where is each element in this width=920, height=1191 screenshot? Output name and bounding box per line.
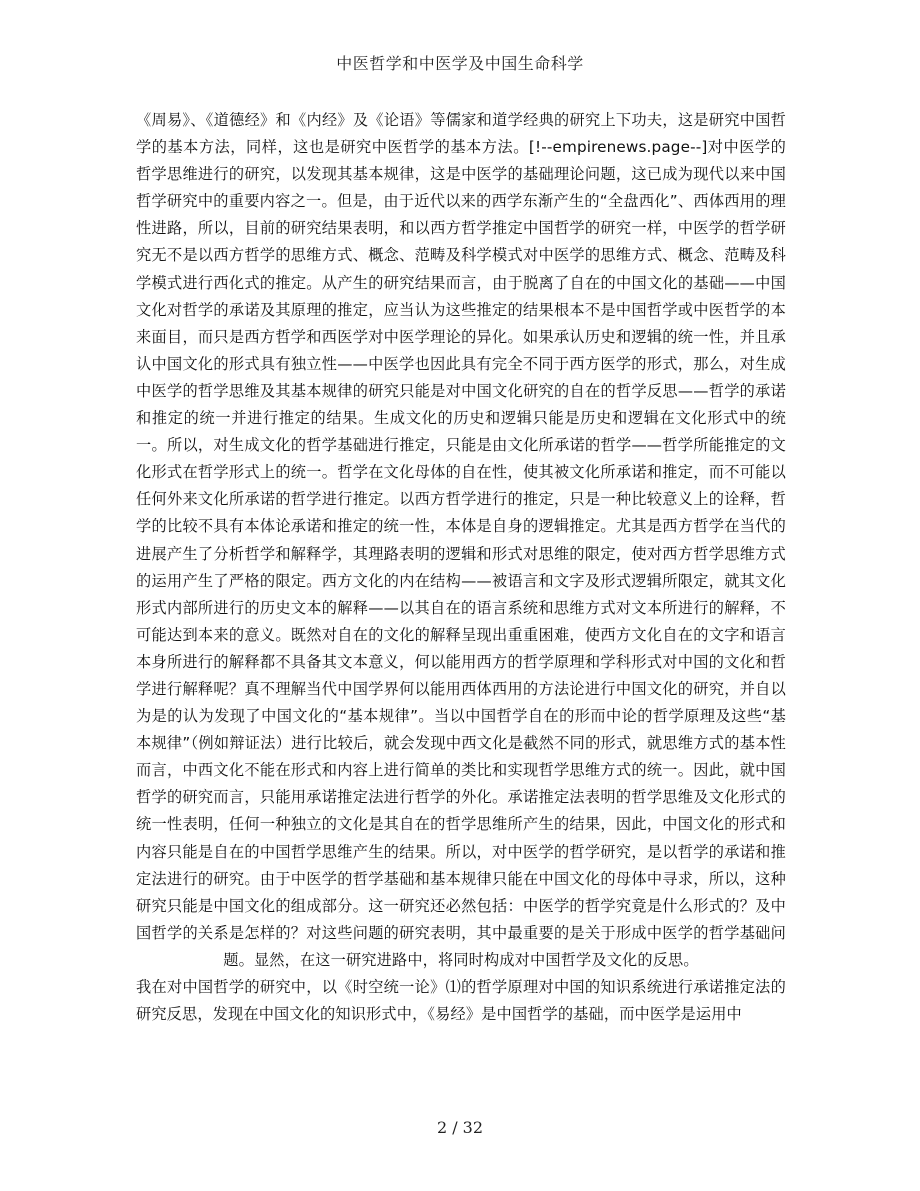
running-header: 中医哲学和中医学及中国生命科学 [336, 54, 584, 73]
paragraph: 《周易》、《道德经》和《内经》及《论语》等儒家和道学经典的研究上下功夫，这是研究中国哲学的基本方法，同样，这也是研究中医哲学的基本方法。[!--empirenews.page--]对中医学的哲学思维进行的研究，以发现其基本规律，这是中医学的基础理论问题，这已成为现代以来中国哲学研究中的重要内容之一。但是，由于近代以来的西学东渐产生的“全盘西化”、西体西用的理性进路，所以，目前的研究结果表明，和以西方哲学推定中国哲学的研究一样，中医学的哲学研究无不是以西方哲学的思维方式、概念、范畴及科学模式对中医学的思维方式、概念、范畴及科学模式进行西化式的推定。从产生的研究结果而言，由于脱离了自在的中国文化的基础——中国文化对哲学的承诺及其原理的推定，应当认为这些推定的结果根本不是中国哲学或中医哲学的本来面目，而只是西方哲学和西医学对中医学理论的异化。如果承认历史和逻辑的统一性，并且承认中国文化的形式具有独立性——中医学也因此具有完全不同于西方医学的形式，那么，对生成中医学的哲学思维及其基本规律的研究只能是对中国文化研究的自在的哲学反思——哲学的承诺和推定的统一并进行推定的结果。生成文化的历史和逻辑只能是历史和逻辑在文化形式中的统一。所以，对生成文化的哲学基础进行推定，只能是由文化所承诺的哲学——哲学所能推定的文化形式在哲学形式上的统一。哲学在文化母体的自在性，使其被文化所承诺和推定，而不可能以任何外来文化所承诺的哲学进行推定。以西方哲学进行的推定，只是一种比较意义上的诠释，哲学的比较不具有本体论承诺和推定的统一性，本体是自身的逻辑推定。尤其是西方哲学在当代的进展产生了分析哲学和解释学，其理路表明的逻辑和形式对思维的限定，使对西方哲学思维方式的运用产生了严格的限定。西方文化的内在结构——被语言和文字及形式逻辑所限定，就其文化形式内部所进行的历史文本的解释——以其自在的语言系统和思维方式对文本所进行的解释，不可能达到本来的意义。既然对自在的文化的解释呈现出重重困难，使西方文化自在的文字和语言本身所进行的解释都不具备其文本意义，何以能用西方的哲学原理和学科形式对中国的文化和哲学进行解释呢？真不理解当代中国学界何以能用西体西用的方法论进行中国文化的研究，并自以为是的认为发现了中国文化的“基本规律”。当以中国哲学自在的形而中论的哲学原理及这些“基本规律”（例如辩证法）进行比较后，就会发现中西文化是截然不同的形式，就思维方式的基本性而言，中西文化不能在形式和内容上进行简单的类比和实现哲学思维方式的统一。因此，就中国哲学的研究而言，只能用承诺推定法进行哲学的外化。承诺推定法表明的哲学思维及文化形式的统一性表明，任何一种独立的文化是其自在的哲学思维所产生的结果，因此，中国文化的形式和内容只能是自在的中国哲学思维产生的结果。所以，对中医学的哲学研究，是以哲学的承诺和推定法进行的研究。由于中医学的哲学基础和基本规律只能在中国文化的母体中寻求，所以，这种研究只能是中国文化的组成部分。这一研究还必然包括：中医学的哲学究竟是什么形式的？及中国哲学的关系是怎样的？对这些问题的研究表明，其中最重要的是关于形成中医学的哲学基础问题。显然，在这一研究进路中，将同时构成对中国哲学及文化的反思。 [136, 111, 786, 969]
page-number: 2 / 32 [436, 1118, 484, 1137]
paragraph: 我在对中国哲学的研究中，以《时空统一论》⑴的哲学原理对中国的知识系统进行承诺推定法的研究反思，发现在中国文化的知识形式中，《易经》是中国哲学的基础，而中医学是运用中 [136, 978, 786, 1024]
body-text [136, 107, 786, 1028]
